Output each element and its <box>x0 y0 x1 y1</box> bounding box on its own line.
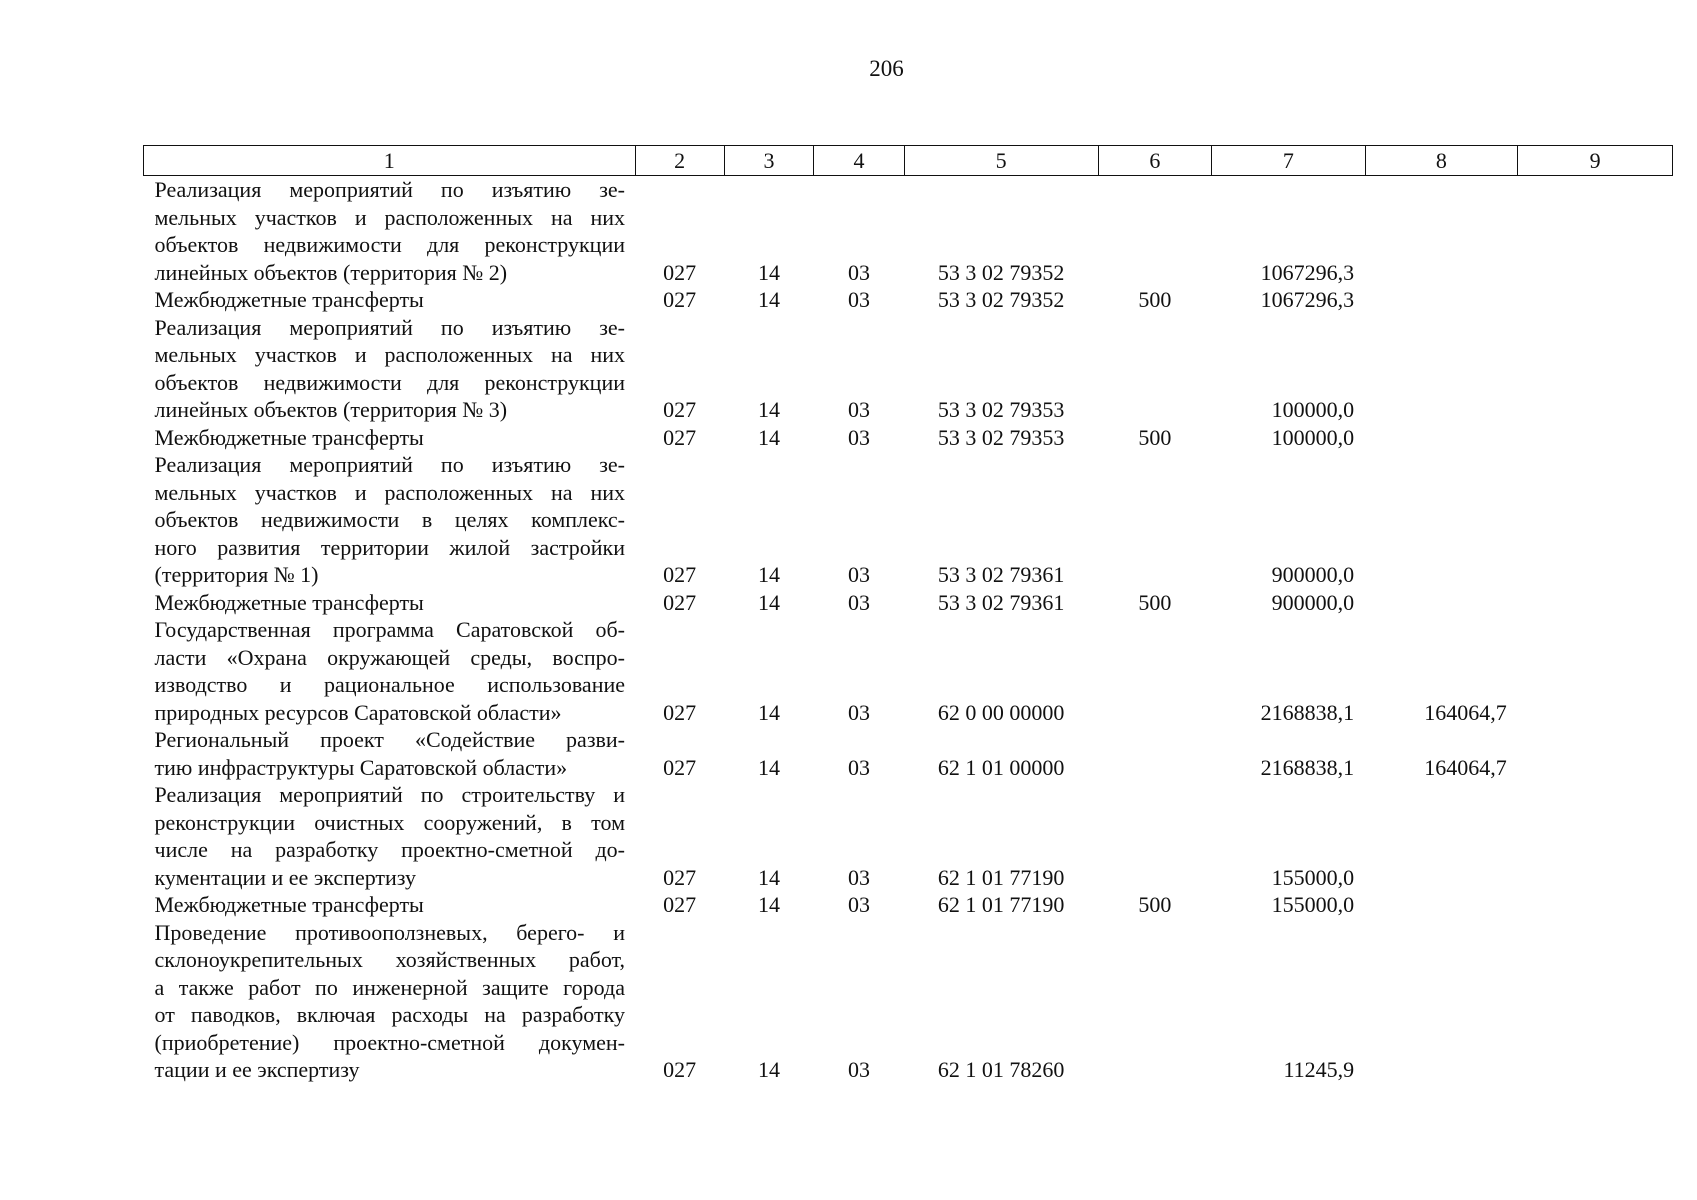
header-col-6: 6 <box>1098 146 1211 176</box>
amount-cell: 1067296,3 <box>1260 287 1355 312</box>
row-name-cell <box>144 891 636 919</box>
target-article-cell: 62 1 01 78260 <box>937 1057 1065 1082</box>
row-name-cell <box>144 286 636 314</box>
target-article-cell: 62 0 00 00000 <box>937 699 1065 725</box>
amount-cell: 155000,0 <box>1271 892 1355 917</box>
target-article-cell: 53 3 02 79352 <box>937 259 1065 285</box>
target-article-cell: 53 3 02 79361 <box>937 589 1065 615</box>
federal-amount-cell <box>1365 891 1518 919</box>
federal-amount-cell <box>1365 589 1518 617</box>
federal-amount-cell: 164064,7 <box>1424 754 1507 780</box>
admin-code-cell: 027 <box>663 1057 697 1082</box>
table-row <box>144 781 1673 891</box>
amount-cell: 2168838,1 <box>1260 699 1355 725</box>
expense-type-cell: 500 <box>1138 892 1172 917</box>
row-name-line: Реализация мероприятий по изъятию зе- <box>154 177 625 202</box>
admin-code-cell: 027 <box>663 589 697 615</box>
col9-cell <box>1518 919 1673 1084</box>
expense-type-cell: 500 <box>1138 424 1172 450</box>
amount-cell: 2168838,1 <box>1260 754 1355 780</box>
federal-amount-cell <box>1365 314 1518 424</box>
row-name-line: Региональный проект «Содействие разви- <box>154 727 625 752</box>
expense-type-cell: 500 <box>1138 589 1172 615</box>
row-name-line: мельных участков и расположенных на них <box>154 204 625 230</box>
expense-type-cell <box>1098 176 1211 287</box>
admin-code-cell: 027 <box>663 259 697 285</box>
row-name-line: а также работ по инженерной защите города <box>154 974 625 1000</box>
row-name-cell <box>144 919 636 1084</box>
amount-cell: 155000,0 <box>1271 864 1355 890</box>
table-row <box>144 314 1673 424</box>
table-body <box>144 176 1673 1084</box>
target-article-cell: 62 1 01 00000 <box>937 754 1065 780</box>
table-row <box>144 286 1673 314</box>
target-article-cell: 53 3 02 79352 <box>937 287 1065 312</box>
section-cell: 14 <box>758 892 781 917</box>
section-cell: 14 <box>758 397 781 422</box>
federal-amount-cell: 164064,7 <box>1424 699 1507 725</box>
row-name-line: мельных участков и расположенных на них <box>154 479 625 505</box>
target-article-cell: 53 3 02 79353 <box>937 397 1065 422</box>
expense-type-cell <box>1098 616 1211 726</box>
federal-amount-cell <box>1365 919 1518 1084</box>
subsection-cell: 03 <box>847 1057 870 1082</box>
admin-code-cell: 027 <box>663 424 697 450</box>
row-name-line: объектов недвижимости для реконструкции <box>154 369 625 395</box>
amount-cell: 900000,0 <box>1271 589 1355 615</box>
federal-amount-cell <box>1365 451 1518 589</box>
row-name-line: линейных объектов (территория № 2) <box>154 259 508 285</box>
header-col-9: 9 <box>1518 146 1673 176</box>
row-name-line: Реализация мероприятий по строительству и <box>154 782 625 807</box>
target-article-cell: 53 3 02 79361 <box>937 562 1065 587</box>
section-cell: 14 <box>758 589 781 615</box>
section-cell: 14 <box>758 287 781 312</box>
row-name-line: тию инфраструктуры Саратовской области» <box>154 754 568 780</box>
target-article-cell: 62 1 01 77190 <box>937 864 1065 890</box>
col9-cell <box>1518 176 1673 287</box>
row-name-line: числе на разработку проектно-сметной до- <box>154 837 625 862</box>
federal-amount-cell <box>1365 424 1518 452</box>
row-name-line: Межбюджетные трансферты <box>154 589 424 615</box>
row-name-line: Межбюджетные трансферты <box>154 424 424 450</box>
row-name-cell <box>144 726 636 781</box>
table-row <box>144 616 1673 726</box>
row-name-line: изводство и рациональное использование <box>154 672 625 697</box>
subsection-cell: 03 <box>847 699 870 725</box>
row-name-line: тации и ее экспертизу <box>154 1057 360 1082</box>
header-col-3: 3 <box>724 146 813 176</box>
row-name-line: Реализация мероприятий по изъятию зе- <box>154 452 625 477</box>
amount-cell: 100000,0 <box>1271 424 1355 450</box>
col9-cell <box>1518 314 1673 424</box>
header-col-7: 7 <box>1211 146 1365 176</box>
row-name-cell <box>144 589 636 617</box>
admin-code-cell: 027 <box>663 754 697 780</box>
subsection-cell: 03 <box>847 287 870 312</box>
col9-cell <box>1518 589 1673 617</box>
amount-cell: 900000,0 <box>1271 562 1355 587</box>
table-row <box>144 424 1673 452</box>
expense-type-cell <box>1098 451 1211 589</box>
row-name-line: Межбюджетные трансферты <box>154 287 424 312</box>
expense-type-cell <box>1098 919 1211 1084</box>
target-article-cell: 62 1 01 77190 <box>937 892 1065 917</box>
table-row <box>144 176 1673 287</box>
row-name-cell <box>144 781 636 891</box>
section-cell: 14 <box>758 1057 781 1082</box>
admin-code-cell: 027 <box>663 864 697 890</box>
row-name-line: объектов недвижимости в целях комплекс- <box>154 507 625 532</box>
table-row <box>144 891 1673 919</box>
row-name-line: Реализация мероприятий по изъятию зе- <box>154 314 625 340</box>
subsection-cell: 03 <box>847 864 870 890</box>
budget-table-container <box>143 145 1673 1084</box>
section-cell: 14 <box>758 424 781 450</box>
row-name-cell <box>144 176 636 287</box>
subsection-cell: 03 <box>847 259 870 285</box>
row-name-line: Межбюджетные трансферты <box>154 892 424 917</box>
target-article-cell: 53 3 02 79353 <box>937 424 1065 450</box>
budget-table <box>143 145 1673 1084</box>
header-col-8: 8 <box>1365 146 1518 176</box>
subsection-cell: 03 <box>847 397 870 422</box>
column-number-header <box>144 146 1673 176</box>
row-name-line: объектов недвижимости для реконструкции <box>154 232 625 257</box>
row-name-line: природных ресурсов Саратовской области» <box>154 699 562 725</box>
row-name-line: мельных участков и расположенных на них <box>154 342 625 367</box>
admin-code-cell: 027 <box>663 287 697 312</box>
table-row <box>144 726 1673 781</box>
federal-amount-cell <box>1365 781 1518 891</box>
subsection-cell: 03 <box>847 892 870 917</box>
header-col-2: 2 <box>635 146 724 176</box>
expense-type-cell <box>1098 781 1211 891</box>
amount-cell: 1067296,3 <box>1260 259 1355 285</box>
col9-cell <box>1518 451 1673 589</box>
row-name-line: реконструкции очистных сооружений, в том <box>154 809 625 835</box>
row-name-line: склоноукрепительных хозяйственных работ, <box>154 947 625 972</box>
table-row <box>144 451 1673 589</box>
col9-cell <box>1518 781 1673 891</box>
section-cell: 14 <box>758 864 781 890</box>
section-cell: 14 <box>758 754 781 780</box>
col9-cell <box>1518 726 1673 781</box>
header-col-4: 4 <box>814 146 904 176</box>
expense-type-cell <box>1098 314 1211 424</box>
federal-amount-cell <box>1365 286 1518 314</box>
row-name-line: (территория № 1) <box>154 562 319 587</box>
header-col-5: 5 <box>904 146 1098 176</box>
row-name-line: от паводков, включая расходы на разработку <box>154 1002 625 1027</box>
amount-cell: 11245,9 <box>1283 1057 1355 1082</box>
row-name-line: ласти «Охрана окружающей среды, воспро- <box>154 644 625 670</box>
row-name-line: ного развития территории жилой застройки <box>154 534 625 560</box>
section-cell: 14 <box>758 259 781 285</box>
row-name-cell <box>144 424 636 452</box>
row-name-line: Проведение противооползневых, берего- и <box>154 919 625 945</box>
subsection-cell: 03 <box>847 562 870 587</box>
col9-cell <box>1518 616 1673 726</box>
subsection-cell: 03 <box>847 424 870 450</box>
col9-cell <box>1518 286 1673 314</box>
admin-code-cell: 027 <box>663 397 697 422</box>
table-row <box>144 919 1673 1084</box>
amount-cell: 100000,0 <box>1271 397 1355 422</box>
table-row <box>144 589 1673 617</box>
section-cell: 14 <box>758 699 781 725</box>
federal-amount-cell <box>1365 176 1518 287</box>
subsection-cell: 03 <box>847 754 870 780</box>
section-cell: 14 <box>758 562 781 587</box>
admin-code-cell: 027 <box>663 892 697 917</box>
row-name-cell <box>144 451 636 589</box>
row-name-line: кументации и ее экспертизу <box>154 864 417 890</box>
col9-cell <box>1518 424 1673 452</box>
header-col-1: 1 <box>144 146 636 176</box>
row-name-line: (приобретение) проектно-сметной докумен- <box>154 1029 625 1055</box>
admin-code-cell: 027 <box>663 699 697 725</box>
row-name-cell <box>144 314 636 424</box>
row-name-cell <box>144 616 636 726</box>
expense-type-cell: 500 <box>1138 287 1172 312</box>
admin-code-cell: 027 <box>663 562 697 587</box>
row-name-line: Государственная программа Саратовской об- <box>154 617 625 642</box>
row-name-line: линейных объектов (территория № 3) <box>154 397 508 422</box>
subsection-cell: 03 <box>847 589 870 615</box>
page-number: 206 <box>869 56 904 81</box>
expense-type-cell <box>1098 726 1211 781</box>
col9-cell <box>1518 891 1673 919</box>
